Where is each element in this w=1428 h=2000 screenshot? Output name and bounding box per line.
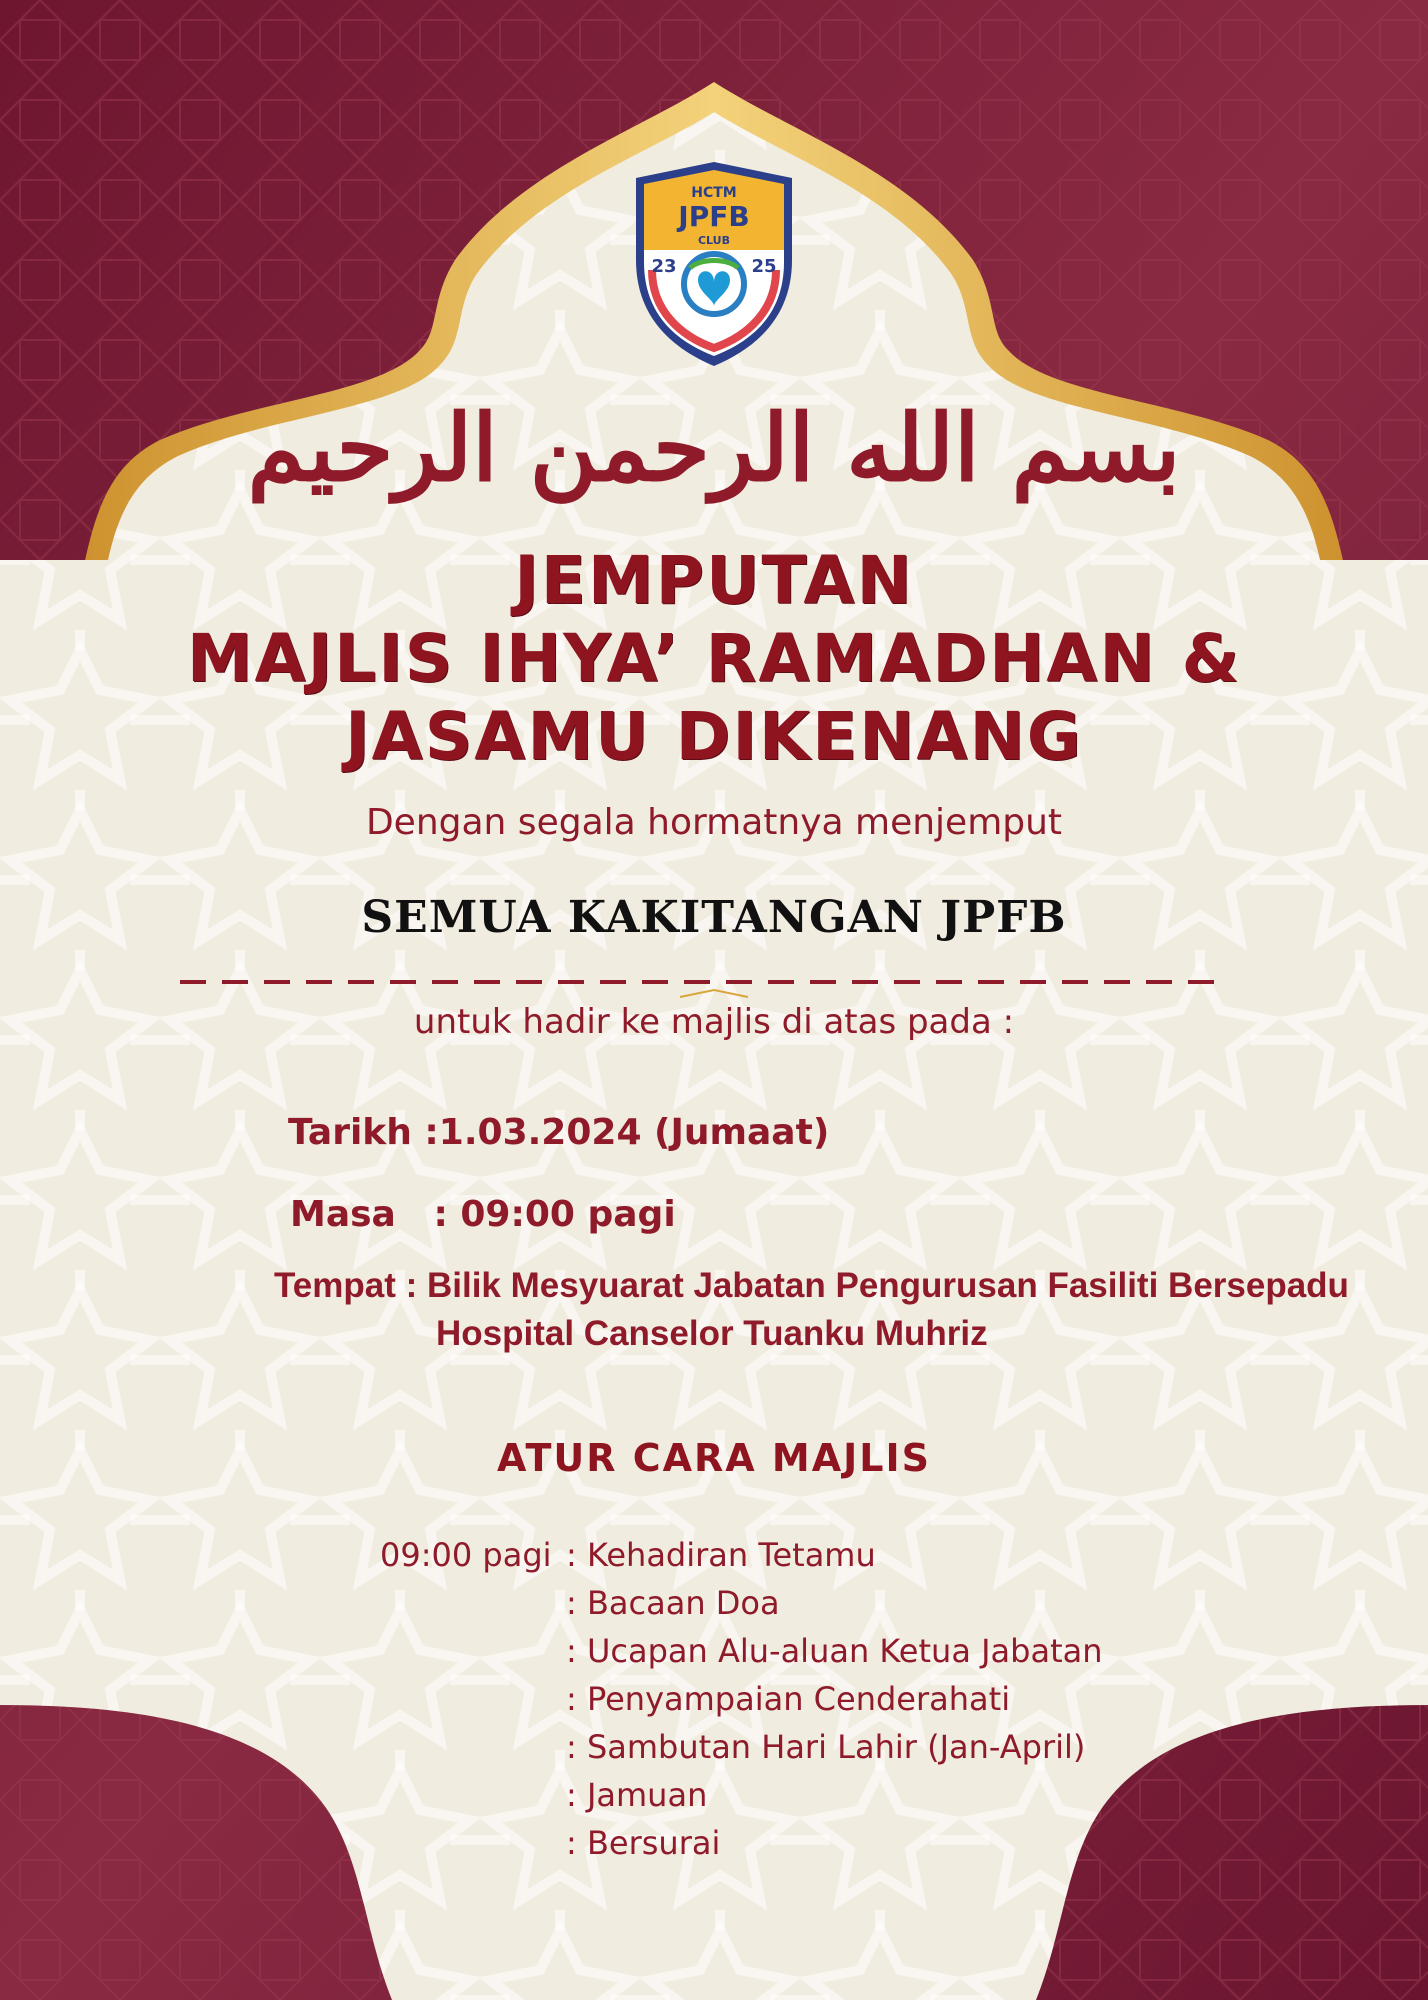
logo-year-left: 23	[651, 256, 677, 277]
agenda-time: 09:00 pagi	[380, 1536, 552, 1574]
time-detail: Masa : 09:00 pagi	[290, 1194, 676, 1235]
agenda-item: : Sambutan Hari Lahir (Jan-April)	[566, 1728, 1086, 1766]
agenda-item: : Kehadiran Tetamu	[566, 1536, 876, 1574]
venue-detail-line-1: Tempat : Bilik Mesyuarat Jabatan Pengurusan Fasiliti Bersepadu	[274, 1266, 1349, 1305]
venue-detail-line-2: Hospital Canselor Tuanku Muhriz	[436, 1314, 988, 1353]
title-line-3: JASAMU DIKENANG	[345, 698, 1083, 775]
logo-hctm-text: HCTM	[691, 185, 737, 201]
date-detail: Tarikh :1.03.2024 (Jumaat)	[288, 1112, 830, 1153]
logo-year-right: 25	[751, 256, 777, 277]
agenda-item: : Ucapan Alu-aluan Ketua Jabatan	[566, 1632, 1103, 1670]
agenda-item: : Jamuan	[566, 1776, 708, 1814]
greeting-text: Dengan segala hormatnya menjemput	[365, 802, 1063, 843]
agenda-item: : Bersurai	[566, 1824, 721, 1862]
title-line-1: JEMPUTAN	[514, 542, 914, 619]
agenda-title: ATUR CARA MAJLIS	[496, 1436, 931, 1480]
logo-name-text: JPFB	[678, 200, 750, 233]
attend-text: untuk hadir ke majlis di atas pada :	[413, 1002, 1015, 1042]
logo-club-text: CLUB	[697, 234, 731, 247]
basmalah-calligraphy: بسم الله الرحمن الرحيم	[247, 394, 1181, 502]
invitee-text: SEMUA KAKITANGAN JPFB	[361, 892, 1067, 943]
title-line-2: MAJLIS IHYA’ RAMADHAN &	[186, 620, 1242, 697]
agenda-item: : Penyampaian Cenderahati	[566, 1680, 1011, 1718]
agenda-item: : Bacaan Doa	[566, 1584, 780, 1622]
